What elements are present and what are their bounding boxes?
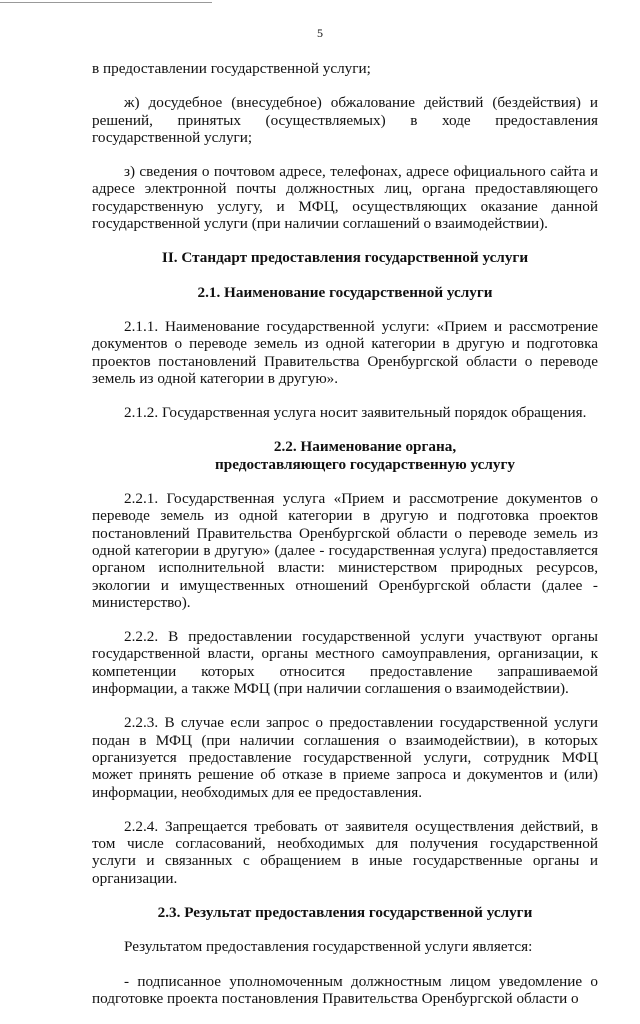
paragraph: Результатом предоставления государственной услуги является:: [124, 938, 533, 956]
paragraph: - подписанное уполномоченным должностным лицом уведомление о подготовке проекта постановления Правительства Оренбургской области о: [92, 972, 598, 1007]
top-rule: [0, 2, 212, 3]
document-body: [92, 60, 598, 1024]
heading-line: 2.2. Наименование органа,: [273, 438, 457, 456]
paragraph: 2.1.2. Государственная услуга носит заявительный порядок обращения.: [124, 404, 587, 422]
paragraph: 2.2.3. В случае если запрос о предоставлении государственной услуги подан в МФЦ (при наличии соглашения о взаимодействии), в которых организуется предоставление государственной услуги, сотрудник МФЦ может принять решение об отказе в приеме запроса и документов и (или) информации, необходимых для ее предоставления.: [92, 714, 598, 801]
paragraph: 2.2.4. Запрещается требовать от заявителя осуществления действий, в том числе согласований, необходимых для получения государственной услуги и связанных с обращением в иные государственные органы и организации.: [92, 817, 598, 887]
subsection-heading: 2.3. Результат предоставления государственной услуги: [157, 903, 533, 921]
page-number: 5: [317, 26, 323, 40]
heading-line: предоставляющего государственную услугу: [215, 455, 515, 473]
paragraph: 2.1.1. Наименование государственной услуги: «Прием и рассмотрение документов о переводе земель из одной категории в другую и подготовка проектов постановлений Правительства Оренбургской области о переводе земель из одной категории в другую».: [92, 317, 598, 387]
paragraph: в предоставлении государственной услуги;: [92, 60, 371, 77]
subsection-heading: 2.1. Наименование государственной услуги: [197, 283, 493, 301]
paragraph: 2.2.1. Государственная услуга «Прием и рассмотрение документов о переводе земель из одной категории в другую и подготовка проектов постановлений Правительства Оренбургской области о переводе земель из одной категории в другую» (далее - государственная услуга) предоставляется органом исполнительной власти: министерством природных ресурсов, экологии и имущественных отношений Оренбургской области (далее - министерство).: [92, 490, 598, 611]
section-heading: II. Стандарт предоставления государственной услуги: [161, 249, 529, 267]
subsection-heading: [92, 438, 598, 473]
paragraph: ж) досудебное (внесудебное) обжалование действий (бездействия) и решений, принятых (осуществляемых) в ходе предоставления государственной услуги;: [92, 94, 598, 146]
paragraph: 2.2.2. В предоставлении государственной услуги участвуют органы государственной власти, органы местного самоуправления, организации, к компетенции которых относится предоставление запрашиваемой информации, а также МФЦ (при наличии соглашения о взаимодействии).: [92, 628, 598, 698]
paragraph: з) сведения о почтовом адресе, телефонах, адресе официального сайта и адресе электронной почты должностных лиц, органа предоставляющего государственную услугу, и МФЦ, осуществляющих оказание данной государственной услуги (при наличии соглашений о взаимодействии).: [92, 163, 598, 233]
